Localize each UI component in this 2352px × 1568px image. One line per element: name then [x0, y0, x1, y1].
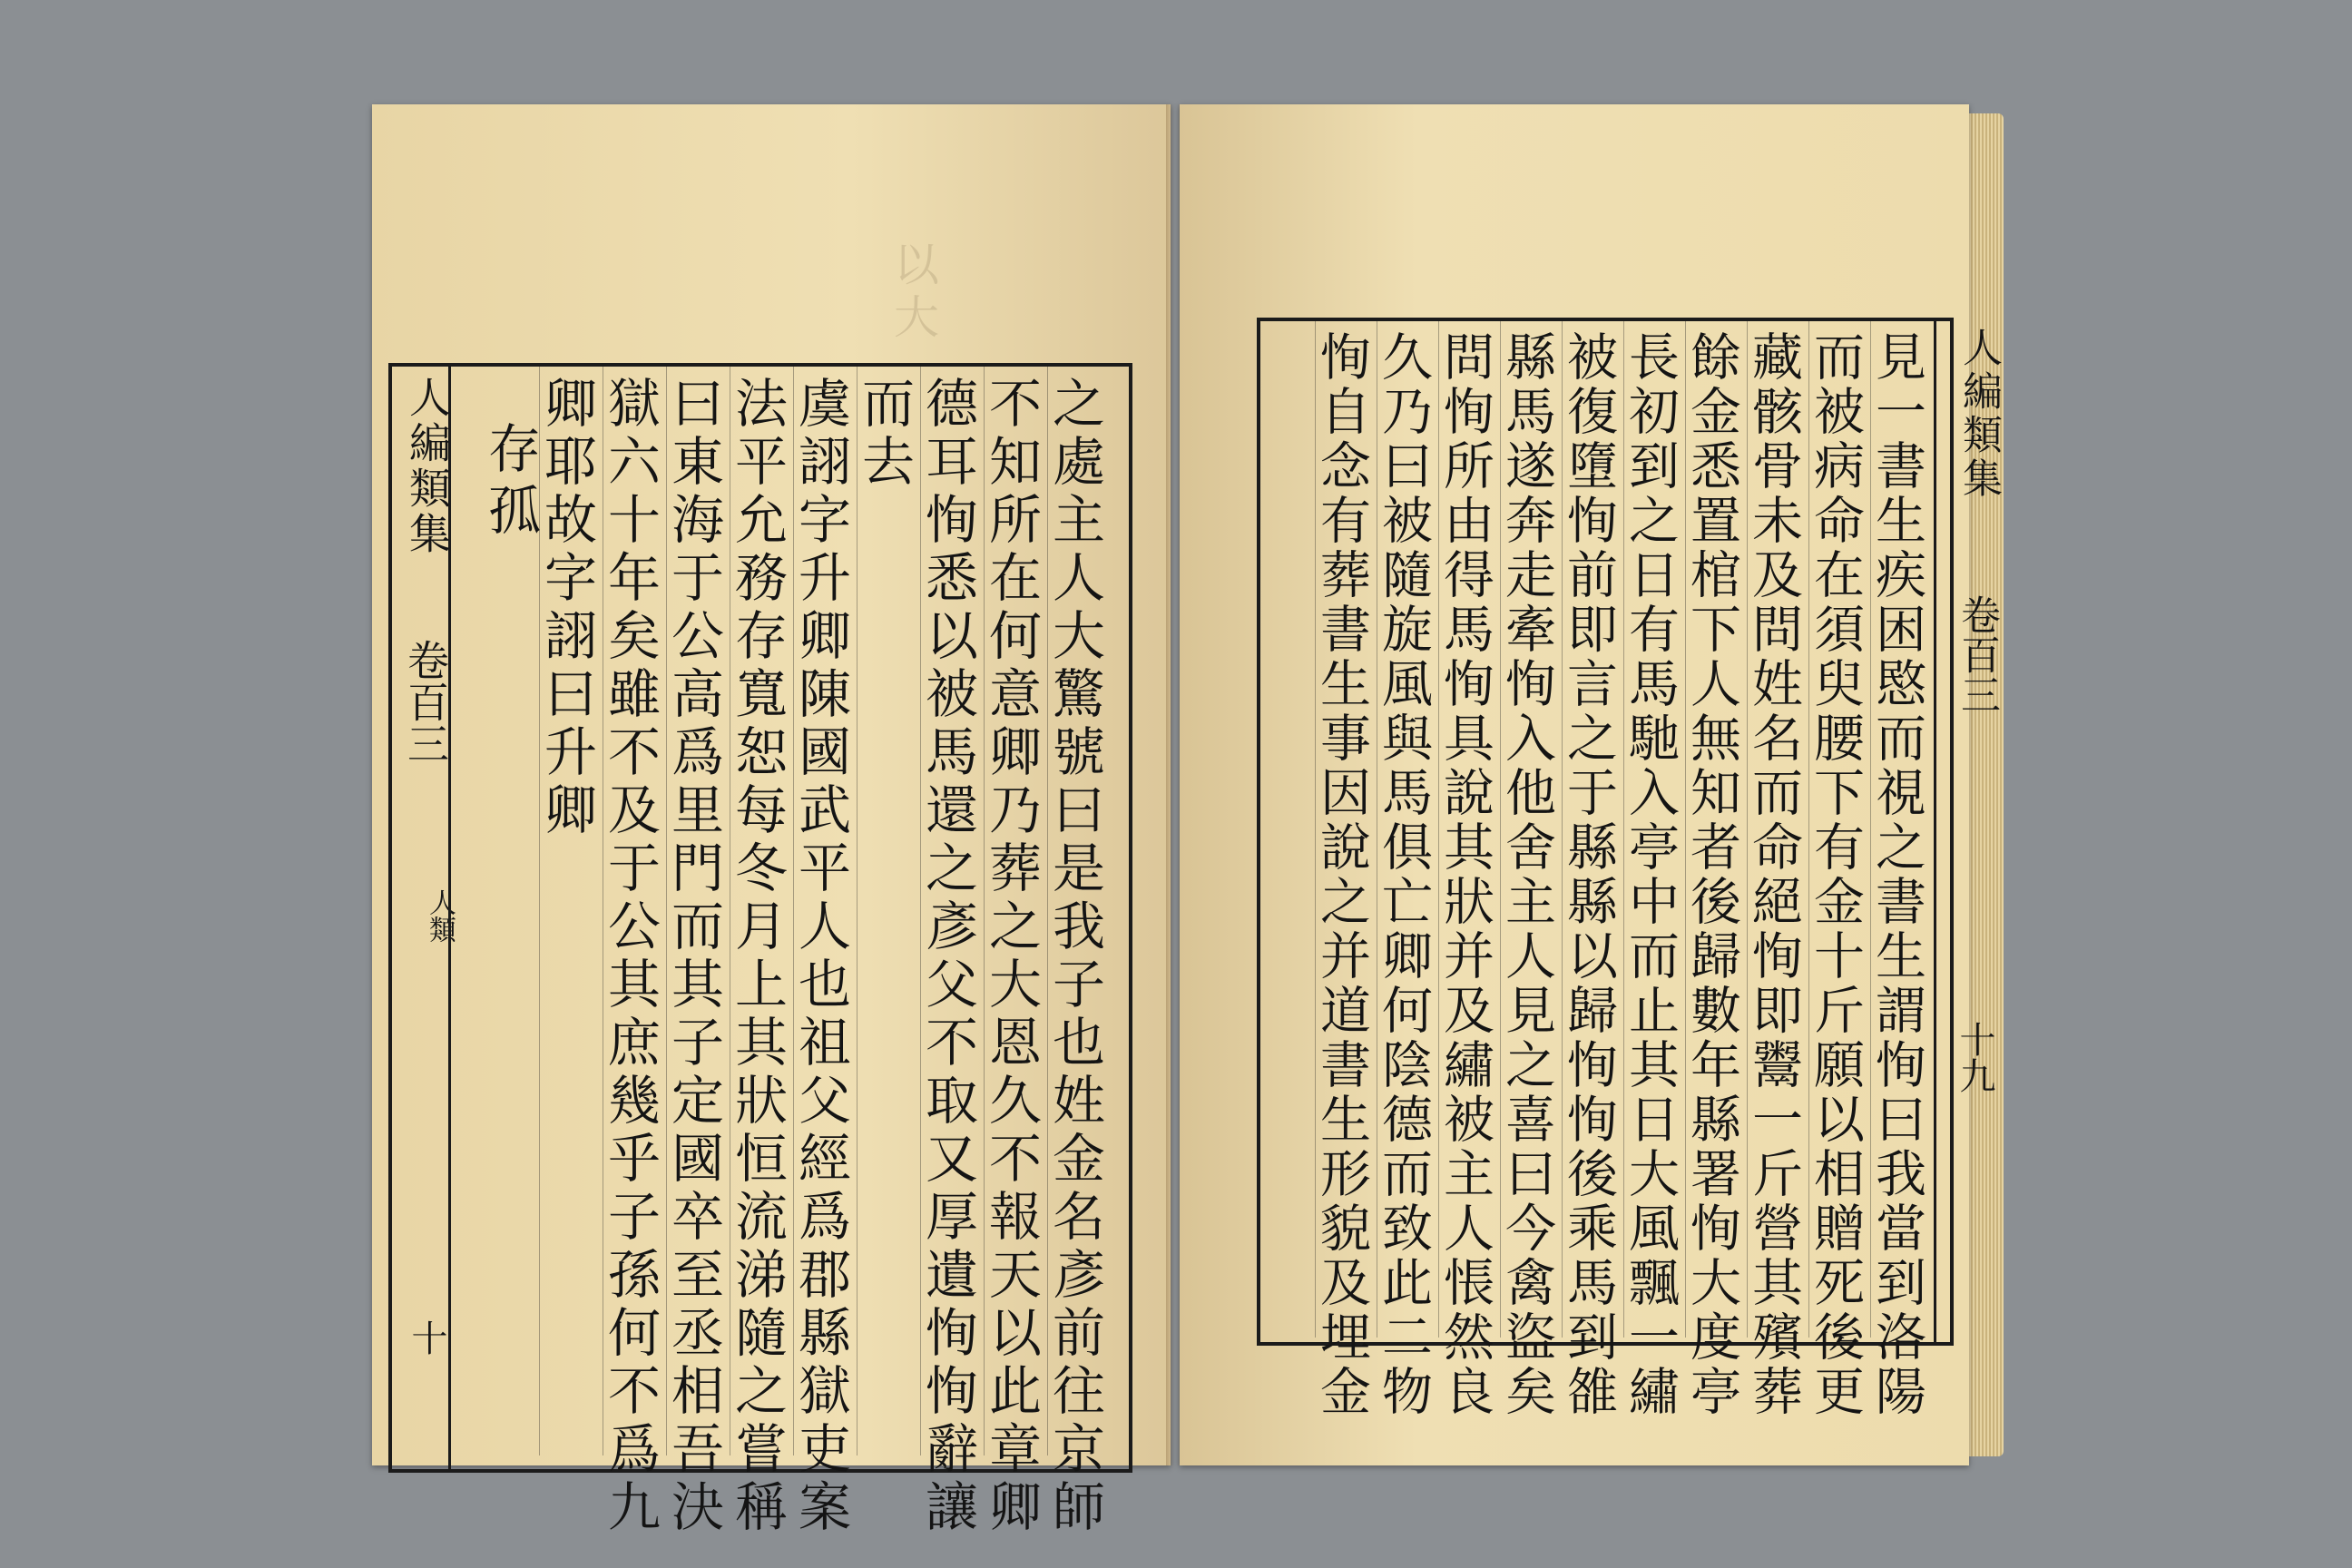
text-column-9: 卿耶故字詡曰升卿: [539, 367, 593, 1455]
text-column-3: 德耳恂悉以被馬還之彥父不取又厚遺恂恂辭讓: [920, 367, 974, 1455]
text-column-8: 獄六十年矣雖不及于公其庶幾乎子孫何不爲九: [603, 367, 656, 1455]
text-column-9: 久乃曰被隨旋風與馬俱亡卿何陰德而致此二物: [1377, 321, 1428, 1338]
left-text-frame: [388, 363, 1132, 1537]
margin-volume: 卷百三: [1954, 594, 2000, 714]
section-heading: 存孤: [479, 421, 541, 544]
left-page: [372, 104, 1171, 1537]
margin-folio: 十: [406, 1319, 447, 1356]
text-column-6: 被復墮恂前即言之于縣縣以歸恂恂後乘馬到雒: [1562, 321, 1613, 1338]
margin-folio: 十九: [1954, 1021, 1995, 1093]
margin-divider: [448, 367, 451, 1469]
bleed-through-text: 以大: [887, 240, 939, 346]
margin-title: 人編類集: [403, 376, 452, 557]
text-column-1: 見一書生疾困愍而視之書生謂恂曰我當到洛陽: [1870, 321, 1922, 1338]
margin-volume: 卷百三: [401, 639, 450, 764]
text-column-4: 餘金悉置棺下人無知者後歸數年縣署恂大度亭: [1685, 321, 1737, 1338]
text-column-2: 而被病命在須臾腰下有金十斤願以相贈死後更: [1808, 321, 1860, 1338]
text-column-6: 法平允務存寬恕每冬月上其狀恒流涕隨之嘗稱: [730, 367, 783, 1455]
right-page: [1180, 104, 2002, 1465]
text-column-1: 之處主人大驚號曰是我子也姓金名彥前往京師: [1047, 367, 1101, 1455]
margin-category: 人類: [424, 888, 456, 943]
margin-title: 人編類集: [1955, 327, 2002, 501]
text-column-7: 縣馬遂奔走牽恂入他舍主人見之喜曰今禽盜矣: [1500, 321, 1552, 1338]
right-text-frame: [1257, 318, 1954, 1419]
text-column-2: 不知所在何意卿乃葬之大恩久不報天以此章卿: [984, 367, 1037, 1455]
margin-divider: [1934, 321, 1936, 1342]
text-column-8: 問恂所由得馬恂具說其狀并及繡被主人悵然良: [1438, 321, 1490, 1338]
text-column-5: 長初到之日有馬馳入亭中而止其日大風飄一繡: [1623, 321, 1675, 1338]
text-column-10: 恂自念有葬書生事因說之并道書生形貌及埋金: [1315, 321, 1367, 1338]
text-column-4: 而去: [857, 367, 910, 1455]
text-column-3: 藏骸骨未及問姓名而命絕恂即鬻一斤營其殯葬: [1747, 321, 1798, 1338]
open-book: [363, 95, 2014, 1537]
text-column-7: 曰東海于公高爲里門而其子定國卒至丞相吾決: [666, 367, 720, 1455]
text-column-5: 虞詡字升卿陳國武平人也祖父經爲郡縣獄吏案: [793, 367, 847, 1455]
